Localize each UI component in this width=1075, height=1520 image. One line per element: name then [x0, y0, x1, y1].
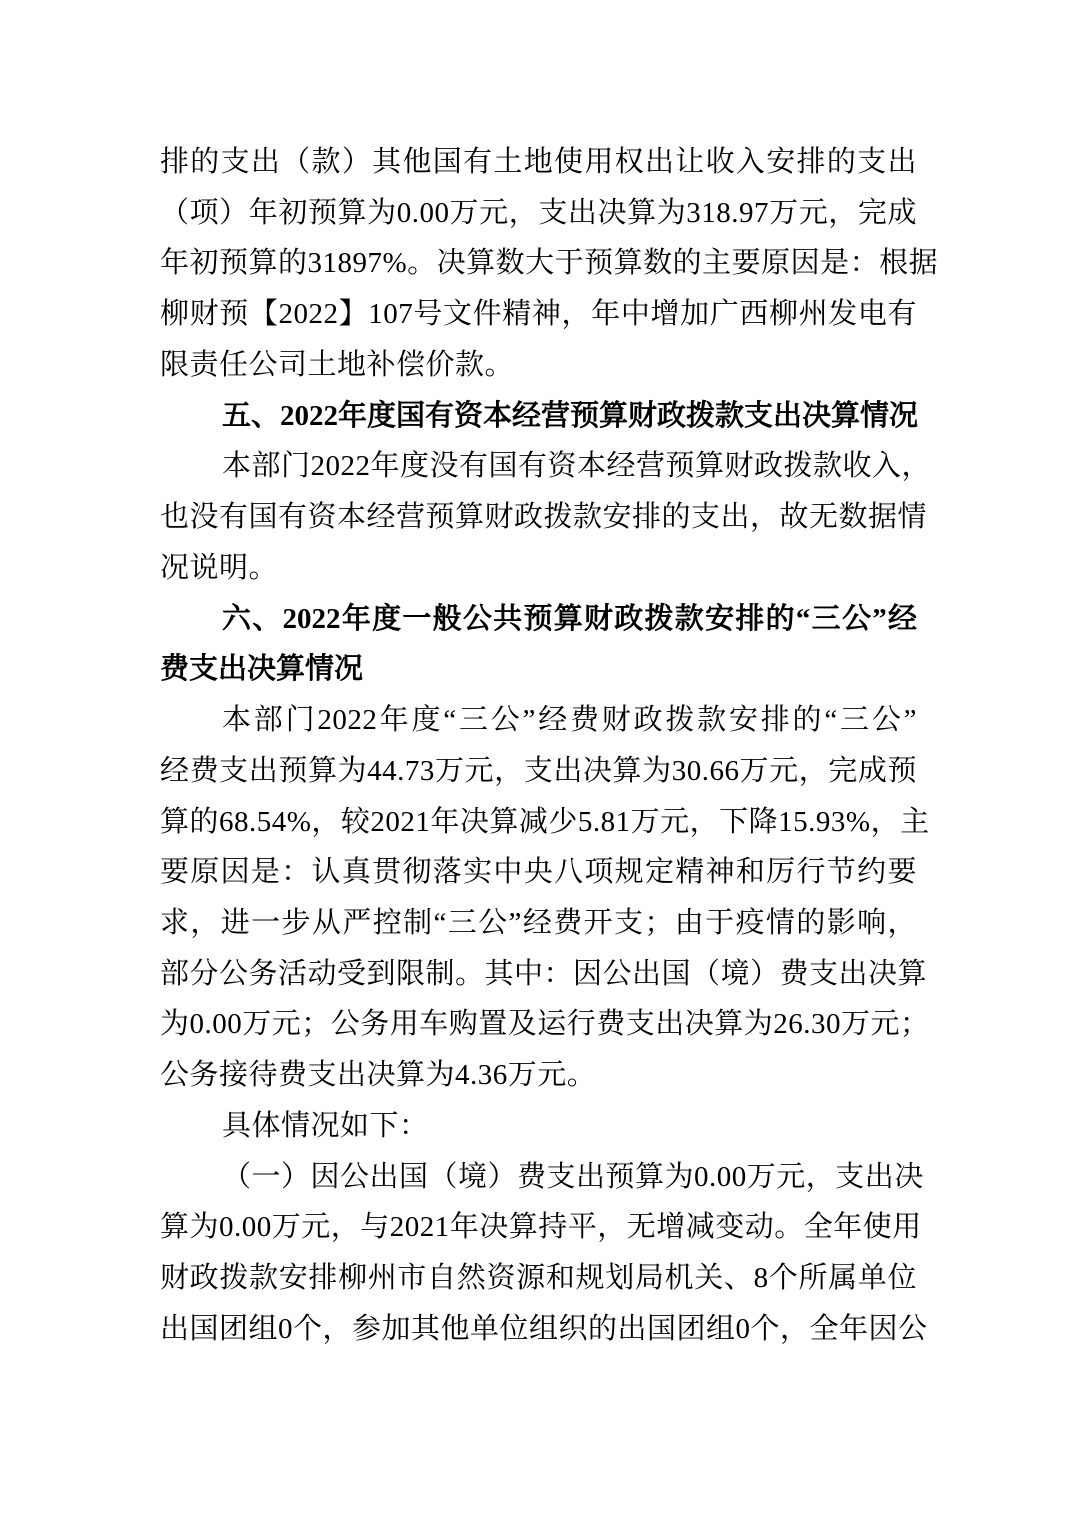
- paragraph-1-line: 年初预算的31897%。决算数大于预算数的主要原因是：根据: [160, 247, 939, 280]
- item-1-body-line: 出国团组0个，参加其他单位组织的出国团组0个，全年因公: [160, 1312, 928, 1345]
- section-6-body-line: 为0.00万元；公务用车购置及运行费支出决算为26.30万元；: [160, 1008, 930, 1041]
- item-1-body-line: 算为0.00万元，与2021年决算持平，无增减变动。全年使用: [160, 1211, 922, 1244]
- section-6-body-line: 经费支出预算为44.73万元，支出决算为30.66万元，完成预: [160, 754, 917, 787]
- paragraph-1-line: 排的支出（款）其他国有土地使用权出让收入安排的支出: [160, 146, 917, 178]
- section-6-body-line: 求，进一步从严控制“三公”经费开支；由于疫情的影响，: [160, 907, 917, 940]
- section-6-heading-line-1: 六、2022年度一般公共预算财政拨款安排的“三公”经: [222, 602, 917, 635]
- item-1-body-line: 财政拨款安排柳州市自然资源和规划局机关、8个所属单位: [160, 1262, 917, 1295]
- section-6-body-line: 本部门2022年度“三公”经费财政拨款安排的“三公”: [222, 704, 917, 737]
- section-6-body-line: 公务接待费支出决算为4.36万元。: [160, 1059, 597, 1092]
- section-6-body-line: 算的68.54%，较2021年决算减少5.81万元，下降15.93%，主: [160, 805, 930, 838]
- section-6-heading-line-2: 费支出决算情况: [160, 653, 364, 686]
- document-text-block: [160, 137, 939, 1355]
- section-5-heading: 五、2022年度国有资本经营预算财政拨款支出决算情况: [222, 399, 919, 432]
- section-6-body-line: 部分公务活动受到限制。其中：因公出国（境）费支出决算: [160, 957, 928, 990]
- paragraph-1-line: （项）年初预算为0.00万元，支出决算为318.97万元，完成: [160, 196, 917, 229]
- paragraph-1-line: 限责任公司土地补偿价款。: [160, 348, 515, 381]
- item-1-body-line: （一）因公出国（境）费支出预算为0.00万元，支出决: [222, 1160, 924, 1193]
- section-5-body-line: 本部门2022年度没有国有资本经营预算财政拨款收入，: [222, 450, 932, 483]
- paragraph-1-line: 柳财预【2022】107号文件精神，年中增加广西柳州发电有: [160, 298, 917, 331]
- section-6-body-line: 要原因是：认真贯彻落实中央八项规定精神和厉行节约要: [160, 856, 917, 889]
- details-intro-line: 具体情况如下：: [222, 1109, 429, 1142]
- section-5-body-line: 也没有国有资本经营预算财政拨款安排的支出，故无数据情: [160, 501, 928, 534]
- section-5-body-line: 况说明。: [160, 551, 279, 584]
